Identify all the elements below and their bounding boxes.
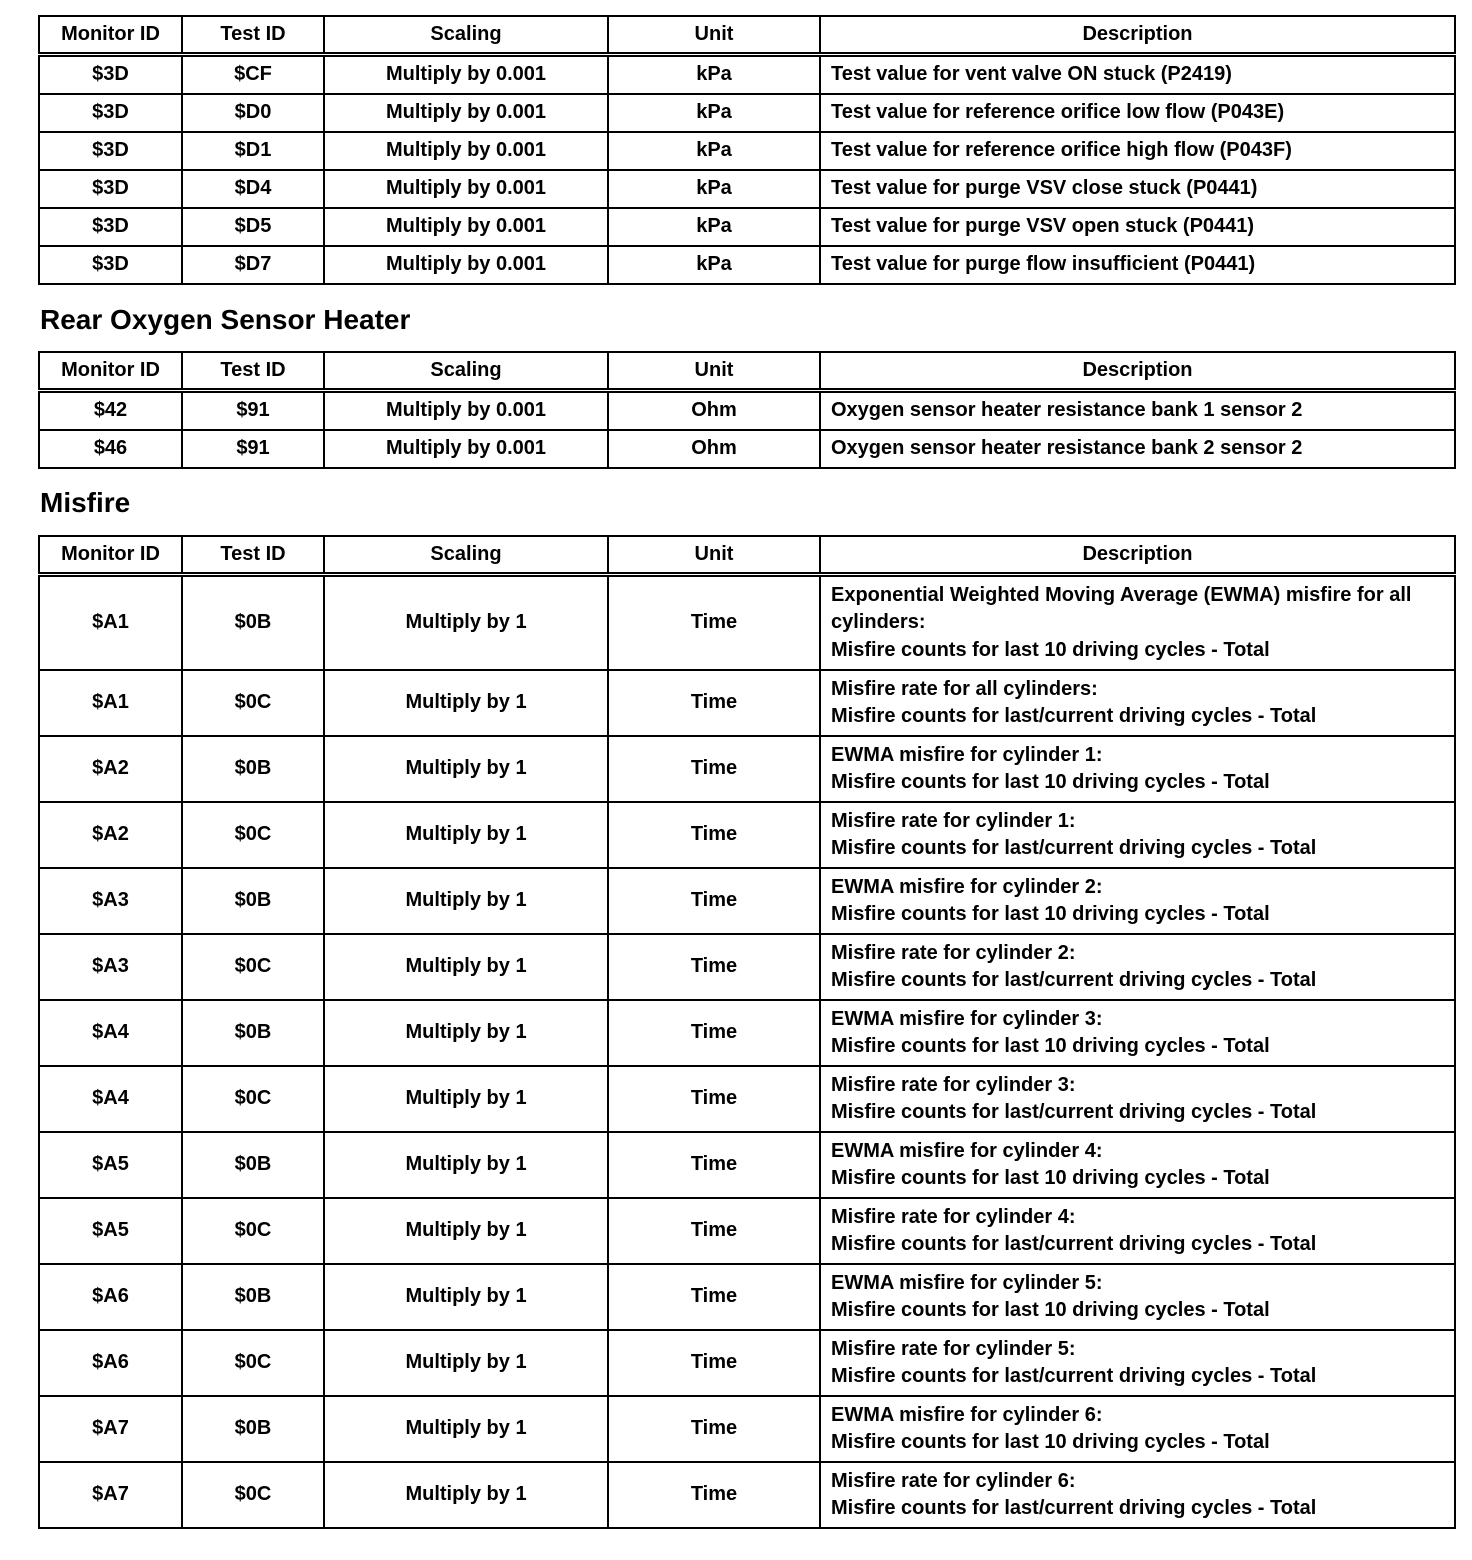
cell-scaling: Multiply by 1 (324, 575, 608, 671)
cell-unit: kPa (608, 170, 820, 208)
cell-description (820, 575, 1455, 671)
description-line: Misfire counts for last 10 driving cycles - Total (831, 1167, 1270, 1189)
table-row (39, 55, 1455, 95)
cell-unit: kPa (608, 94, 820, 132)
description-line: Misfire rate for cylinder 5: (831, 1337, 1076, 1360)
table-row (39, 391, 1455, 431)
table-row (39, 1000, 1455, 1066)
cell-test-id: $D5 (182, 208, 324, 246)
cell-test-id: $0C (182, 670, 324, 736)
column-header-monitor-id: Monitor ID (39, 352, 182, 391)
table-row (39, 1132, 1455, 1198)
cell-unit: kPa (608, 132, 820, 170)
cell-monitor-id: $42 (39, 391, 182, 431)
cell-description: Oxygen sensor heater resistance bank 2 sensor 2 (820, 430, 1455, 468)
description-line: Misfire counts for last 10 driving cycles - Total (831, 638, 1270, 661)
table-row (39, 1066, 1455, 1132)
cell-unit: Time (608, 575, 820, 671)
cell-monitor-id: $3D (39, 132, 182, 170)
cell-monitor-id: $A6 (39, 1330, 182, 1396)
section-title-rear-oxygen-sensor-heater: Rear Oxygen Sensor Heater (40, 304, 411, 335)
cell-unit: kPa (608, 208, 820, 246)
cell-monitor-id: $3D (39, 246, 182, 284)
description-line: Misfire counts for last/current driving cycles - Total (831, 1497, 1317, 1519)
table-row (39, 170, 1455, 208)
cell-monitor-id: $A6 (39, 1264, 182, 1330)
misfire-table (38, 535, 1456, 1529)
description-line: Misfire rate for cylinder 2: (831, 941, 1076, 964)
cell-description: Oxygen sensor heater resistance bank 1 sensor 2 (820, 391, 1455, 431)
cell-monitor-id: $3D (39, 94, 182, 132)
cell-scaling: Multiply by 1 (324, 1396, 608, 1462)
cell-test-id: $91 (182, 430, 324, 468)
cell-unit: Time (608, 1264, 820, 1330)
cell-description (820, 1132, 1455, 1198)
cell-test-id: $0C (182, 1330, 324, 1396)
cell-description (820, 670, 1455, 736)
description-line: Misfire counts for last/current driving cycles - Total (831, 837, 1317, 859)
cell-unit: kPa (608, 55, 820, 95)
cell-scaling: Multiply by 0.001 (324, 170, 608, 208)
column-header-description: Description (820, 16, 1455, 55)
cell-monitor-id: $46 (39, 430, 182, 468)
cell-monitor-id: $A2 (39, 736, 182, 802)
cell-scaling: Multiply by 0.001 (324, 208, 608, 246)
column-header-scaling: Scaling (324, 536, 608, 575)
cell-scaling: Multiply by 1 (324, 1462, 608, 1528)
cell-description (820, 868, 1455, 934)
rear-o2-heater-table (38, 351, 1456, 469)
cell-scaling: Multiply by 1 (324, 1132, 608, 1198)
cell-unit: Time (608, 1462, 820, 1528)
cell-scaling: Multiply by 1 (324, 868, 608, 934)
cell-scaling: Multiply by 1 (324, 1000, 608, 1066)
cell-monitor-id: $A7 (39, 1396, 182, 1462)
cell-monitor-id: $A3 (39, 934, 182, 1000)
column-header-description: Description (820, 352, 1455, 391)
cell-scaling: Multiply by 1 (324, 934, 608, 1000)
column-header-test-id: Test ID (182, 536, 324, 575)
cell-scaling: Multiply by 0.001 (324, 55, 608, 95)
cell-test-id: $D0 (182, 94, 324, 132)
cell-description (820, 1198, 1455, 1264)
cell-unit: Ohm (608, 391, 820, 431)
column-header-unit: Unit (608, 536, 820, 575)
cell-unit: Time (608, 736, 820, 802)
cell-unit: Time (608, 934, 820, 1000)
description-line: Misfire counts for last/current driving cycles - Total (831, 1101, 1317, 1123)
cell-description: Test value for reference orifice low flow (P043E) (820, 94, 1455, 132)
cell-scaling: Multiply by 1 (324, 1264, 608, 1330)
cell-monitor-id: $A7 (39, 1462, 182, 1528)
column-header-scaling: Scaling (324, 16, 608, 55)
cell-monitor-id: $3D (39, 170, 182, 208)
cell-description: Test value for purge VSV close stuck (P0441) (820, 170, 1455, 208)
description-line: Misfire rate for cylinder 6: (831, 1469, 1076, 1492)
cell-unit: Time (608, 670, 820, 736)
cell-scaling: Multiply by 0.001 (324, 430, 608, 468)
cell-description (820, 1066, 1455, 1132)
table-row (39, 94, 1455, 132)
cell-test-id: $0B (182, 1264, 324, 1330)
cell-monitor-id: $A4 (39, 1066, 182, 1132)
table-row (39, 246, 1455, 284)
cell-test-id: $CF (182, 55, 324, 95)
cell-description (820, 934, 1455, 1000)
column-header-description: Description (820, 536, 1455, 575)
description-line: Misfire rate for cylinder 3: (831, 1073, 1076, 1096)
cell-unit: Time (608, 868, 820, 934)
cell-description (820, 736, 1455, 802)
table-row (39, 1330, 1455, 1396)
header-row (39, 16, 1455, 55)
cell-monitor-id: $A1 (39, 670, 182, 736)
description-line: Misfire rate for cylinder 1: (831, 809, 1076, 832)
cell-test-id: $0B (182, 1000, 324, 1066)
cell-scaling: Multiply by 1 (324, 1198, 608, 1264)
cell-description: Test value for purge flow insufficient (P0441) (820, 246, 1455, 284)
cell-scaling: Multiply by 0.001 (324, 391, 608, 431)
column-header-test-id: Test ID (182, 352, 324, 391)
cell-unit: Time (608, 1330, 820, 1396)
cell-unit: kPa (608, 246, 820, 284)
cell-test-id: $0B (182, 868, 324, 934)
column-header-test-id: Test ID (182, 16, 324, 55)
cell-description (820, 1396, 1455, 1462)
description-line: EWMA misfire for cylinder 1: (831, 743, 1103, 766)
description-line: Misfire rate for all cylinders: (831, 677, 1098, 700)
cell-monitor-id: $A2 (39, 802, 182, 868)
description-line: Misfire counts for last/current driving cycles - Total (831, 1365, 1317, 1387)
cell-scaling: Multiply by 1 (324, 1066, 608, 1132)
cell-description (820, 802, 1455, 868)
cell-test-id: $D4 (182, 170, 324, 208)
cell-description (820, 1330, 1455, 1396)
cell-scaling: Multiply by 0.001 (324, 132, 608, 170)
cell-scaling: Multiply by 1 (324, 1330, 608, 1396)
cell-monitor-id: $A5 (39, 1198, 182, 1264)
table-row (39, 208, 1455, 246)
description-line: Misfire counts for last 10 driving cycles - Total (831, 1299, 1270, 1321)
cell-description (820, 1000, 1455, 1066)
cell-test-id: $0B (182, 1132, 324, 1198)
description-line: Misfire counts for last/current driving cycles - Total (831, 969, 1317, 991)
table-row (39, 1396, 1455, 1462)
cell-test-id: $0C (182, 1066, 324, 1132)
header-row (39, 536, 1455, 575)
header-row (39, 352, 1455, 391)
cell-unit: Ohm (608, 430, 820, 468)
cell-scaling: Multiply by 1 (324, 736, 608, 802)
column-header-unit: Unit (608, 16, 820, 55)
description-line: Misfire counts for last 10 driving cycles - Total (831, 1431, 1270, 1453)
column-header-monitor-id: Monitor ID (39, 536, 182, 575)
table-row (39, 1462, 1455, 1528)
cell-monitor-id: $A5 (39, 1132, 182, 1198)
table-row (39, 1264, 1455, 1330)
description-line: Exponential Weighted Moving Average (EWMA) misfire for all cylinders: (831, 583, 1412, 634)
description-line: EWMA misfire for cylinder 2: (831, 875, 1103, 898)
cell-description (820, 1264, 1455, 1330)
description-line: EWMA misfire for cylinder 6: (831, 1403, 1103, 1426)
cell-scaling: Multiply by 1 (324, 670, 608, 736)
cell-scaling: Multiply by 1 (324, 802, 608, 868)
table-row (39, 430, 1455, 468)
description-line: Misfire counts for last 10 driving cycles - Total (831, 771, 1270, 793)
cell-monitor-id: $A3 (39, 868, 182, 934)
description-line: EWMA misfire for cylinder 3: (831, 1007, 1103, 1030)
description-line: Misfire rate for cylinder 4: (831, 1205, 1076, 1228)
cell-test-id: $0C (182, 1462, 324, 1528)
cell-test-id: $91 (182, 391, 324, 431)
table-row (39, 802, 1455, 868)
table-row (39, 868, 1455, 934)
cell-monitor-id: $3D (39, 208, 182, 246)
description-line: Misfire counts for last 10 driving cycles - Total (831, 1035, 1270, 1057)
description-line: Misfire counts for last 10 driving cycles - Total (831, 903, 1270, 925)
cell-unit: Time (608, 1000, 820, 1066)
table-row (39, 1198, 1455, 1264)
cell-monitor-id: $A1 (39, 575, 182, 671)
table-row (39, 934, 1455, 1000)
table-row (39, 736, 1455, 802)
table-row (39, 670, 1455, 736)
column-header-unit: Unit (608, 352, 820, 391)
cell-test-id: $0C (182, 802, 324, 868)
cell-test-id: $D7 (182, 246, 324, 284)
cell-test-id: $D1 (182, 132, 324, 170)
cell-unit: Time (608, 802, 820, 868)
column-header-monitor-id: Monitor ID (39, 16, 182, 55)
description-line: EWMA misfire for cylinder 5: (831, 1271, 1103, 1294)
cell-unit: Time (608, 1396, 820, 1462)
cell-test-id: $0B (182, 1396, 324, 1462)
table-row (39, 132, 1455, 170)
cell-test-id: $0B (182, 736, 324, 802)
cell-unit: Time (608, 1132, 820, 1198)
cell-scaling: Multiply by 0.001 (324, 246, 608, 284)
cell-description: Test value for vent valve ON stuck (P2419) (820, 55, 1455, 95)
cell-unit: Time (608, 1066, 820, 1132)
cell-description (820, 1462, 1455, 1528)
description-line: Misfire counts for last/current driving cycles - Total (831, 1233, 1317, 1255)
description-line: EWMA misfire for cylinder 4: (831, 1139, 1103, 1162)
cell-scaling: Multiply by 0.001 (324, 94, 608, 132)
table-row (39, 575, 1455, 671)
evap-monitor-table (38, 15, 1456, 285)
cell-monitor-id: $A4 (39, 1000, 182, 1066)
description-line: Misfire counts for last/current driving cycles - Total (831, 705, 1317, 727)
cell-description: Test value for reference orifice high flow (P043F) (820, 132, 1455, 170)
section-title-misfire: Misfire (40, 487, 131, 518)
column-header-scaling: Scaling (324, 352, 608, 391)
cell-description: Test value for purge VSV open stuck (P0441) (820, 208, 1455, 246)
cell-test-id: $0C (182, 1198, 324, 1264)
cell-unit: Time (608, 1198, 820, 1264)
cell-test-id: $0C (182, 934, 324, 1000)
cell-test-id: $0B (182, 575, 324, 671)
cell-monitor-id: $3D (39, 55, 182, 95)
